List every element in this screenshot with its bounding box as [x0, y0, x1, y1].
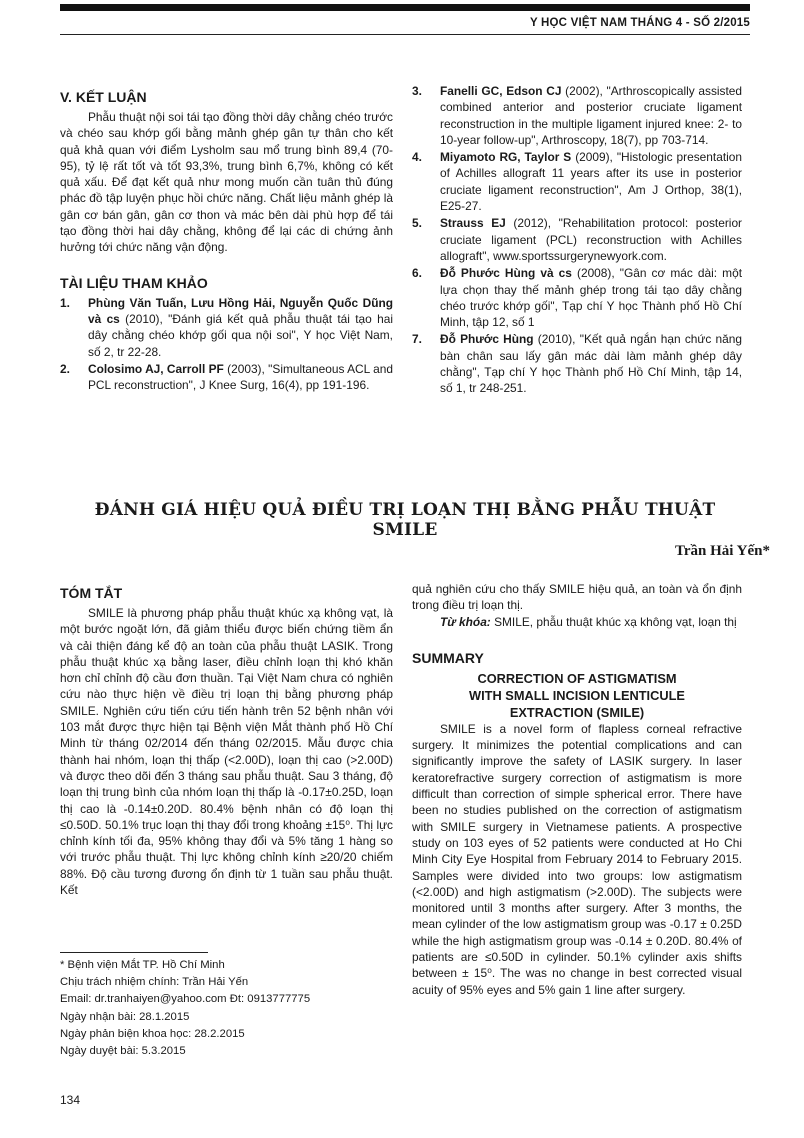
right-column-top — [412, 83, 742, 398]
reference-number: 3. — [412, 84, 422, 98]
reference-details: (2003), "Simultaneous ACL and PCL reconstruction", J Knee Surg, 16(4), pp 191-196. — [88, 361, 393, 393]
summary-title-line: WITH SMALL INCISION LENTICULE — [469, 687, 685, 703]
reference-authors: Đỗ Phước Hùng — [440, 332, 534, 347]
journal-header: Y HỌC VIỆT NAM THÁNG 4 - SỐ 2/2015 — [529, 17, 750, 29]
reference-item — [412, 331, 742, 396]
reference-details: (2008), "Gân cơ mác dài: một lựa chọn thay thế mảnh ghép trong tái tạo dây chằng chéo trước khớp gối", Tạp chí Y học Thành phố Hồ Chí Minh, tập 12, số 1 — [440, 266, 742, 330]
summary-title-line: CORRECTION OF ASTIGMATISM — [477, 670, 677, 686]
right-column-summary — [412, 581, 742, 998]
reference-item — [412, 265, 742, 330]
references-list-left — [60, 295, 393, 394]
reference-item — [412, 83, 742, 148]
reference-number: 2. — [60, 361, 70, 376]
left-column-abstract — [60, 584, 393, 898]
keywords-label: Từ khóa: — [440, 614, 491, 629]
footnote-line: * Bệnh viện Mắt TP. Hồ Chí Minh — [60, 959, 225, 971]
summary-text: SMILE is a novel form of flapless corneal refractive surgery. It minimizes the potential complications and can significantly improve the safety of LASIK surgery. In laser keratorefractive surgery correction of astigmatism is more difficult than correction of simple spherical error. There have been no studies published on the correction of astigmatism with SMILE surgery in Vietnamese patients. A prospective study on 103 eyes of 52 patients were conducted at Ho Chi Minh City Eye Hospital from February 2014 to February 2015. Samples were divided into two groups: low astigmatism (<2.00D) and high astigmatism (>2.00D). The subjects were monitored until 3 months after surgery. After 3 months, the mean cylinder of the low astigmatism group was -0.17 ± 0.25D while the high astigmatism group was -0.14 ± 0.20D. 80.4% of patients are ≤0.50D in cylinder. 50.1% cylinder axis shifts between ± 15⁰. The was no change in best corrected visual acuity of 95% eyes and 5% gain 1 line after surgery. — [412, 721, 742, 997]
keywords-text: SMILE, phẫu thuật khúc xạ không vạt, loạn thị — [490, 614, 737, 629]
reference-number: 6. — [412, 266, 422, 281]
reference-details: (2010), "Đánh giá kết quả phẫu thuật tái tạo hai dây chằng chéo khớp gối qua nội soi", Y học Việt Nam, số 2, tr 22-28. — [88, 311, 393, 359]
footnote-line: Chịu trách nhiệm chính: Trần Hải Yến — [60, 976, 249, 989]
reference-authors: Phùng Văn Tuấn, Lưu Hồng Hải, Nguyễn Quốc Dũng và cs — [88, 295, 393, 326]
footnote — [60, 957, 393, 1060]
reference-details: (2002), "Arthroscopically assisted combined anterior and posterior cruciate ligament reconstruction in the multiple ligament injured knee: 2- to 10-year follow-up", Arthroscopy, 18(7), pp 703-714. — [440, 84, 743, 147]
reference-authors: Đỗ Phước Hùng và cs — [440, 266, 572, 281]
footnote-line: Email: dr.tranhaiyen@yahoo.com Đt: 0913777775 — [60, 993, 311, 1006]
reference-number: 7. — [412, 332, 422, 347]
article-title: ĐÁNH GIÁ HIỆU QUẢ ĐIỀU TRỊ LOẠN THỊ BẰNG PHẪU THUẬT SMILE — [94, 500, 716, 540]
reference-authors: Miyamoto RG, Taylor S — [440, 150, 572, 165]
page-number: 134 — [60, 1093, 81, 1107]
header-rule — [60, 34, 750, 35]
reference-authors: Colosimo AJ, Carroll PF — [88, 361, 224, 376]
footnote-line: Ngày nhận bài: 28.1.2015 — [60, 1010, 190, 1023]
reference-authors: Fanelli GC, Edson CJ — [440, 84, 562, 98]
reference-item — [412, 215, 742, 264]
reference-details: (2009), "Histologic presentation of Achilles allograft 11 years after its use in posterior cruciate ligament reconstruction", Am J Orthop, 38(1), E25-27. — [440, 150, 742, 214]
reference-item — [60, 295, 393, 360]
summary-heading: SUMMARY — [412, 649, 484, 666]
footnote-rule — [60, 952, 208, 953]
article-author: Trần Hải Yến* — [674, 543, 770, 559]
footnote-line: Ngày phản biện khoa học: 28.2.2015 — [60, 1027, 245, 1040]
summary-title-line: EXTRACTION (SMILE) — [509, 704, 645, 720]
reference-item — [60, 361, 393, 394]
header-bar — [60, 4, 750, 11]
conclusion-text: Phẫu thuật nội soi tái tạo đồng thời dây chằng chéo trước và chéo sau khớp gối bằng mảnh ghép gân tự thân cho kết quả khả quan với điểm Lysholm sau mổ trung bình 89,4 (70-95), tỷ lệ rất tốt và tốt 93,3%, trung bình 6,7%, không có kết quả xấu. Để đạt kết quả như mong muốn cần tuân thủ đúng phác đồ tập luyện phục hồi chức năng. Chất liệu mảnh ghép là gân cơ bán gân, gân cơ thon và mác bên dài phù hợp để tái tạo đồng thời hai dây chằng, không để lại các di chứng ảnh hưởng tới chức năng vận động. — [60, 110, 393, 255]
conclusion-heading: V. KẾT LUẬN — [60, 89, 147, 105]
abstract-continued: quả nghiên cứu cho thấy SMILE hiệu quả, an toàn và ổn định trong điều trị loạn thị. — [412, 582, 742, 613]
reference-authors: Strauss EJ — [440, 216, 506, 231]
reference-details: (2010), "Kết quả ngắn hạn chức năng bàn chân sau lấy gân mác dài làm mảnh ghép dây chằng", Tạp chí Y học Thành phố Hồ Chí Minh, tập 14, số 1, tr 248-251. — [440, 332, 742, 396]
reference-number: 1. — [60, 295, 70, 310]
reference-number: 5. — [412, 216, 422, 231]
abstract-text: SMILE là phương pháp phẫu thuật khúc xạ không vạt, là một bước ngoặt lớn, đã giảm thiểu được biến chứng tiềm ẩn và cải thiện đáng kể độ an toàn của phẫu thuật LASIK. Trong phẫu thuật khúc xạ bằng laser, điều chỉnh loạn thị khó khăn hơn chỉ chỉnh độ cầu đơn thuần. Tại Việt Nam chưa có nghiên cứu nào thực hiện về điều trị loạn thị bằng phương pháp SMILE. Nghiên cứu tiến cứu tiến hành trên 52 bệnh nhân với 103 mắt được thực hiện tại Bệnh viện Mắt thành phố Hồ Chí Minh từ tháng 02/2014 đến tháng 02/2015. Mẫu được chia thành hai nhóm, loạn thị thấp (<2.00D), loạn thị cao (>2.00D) và được theo dõi đến 3 tháng sau phẫu thuật. Sau 3 tháng, độ loạn thị trung bình của nhóm loạn thị thấp là -0.17±0.25D, loạn thị cao là -0.14±0.20D. 80.4% bệnh nhân có độ loạn thị ≤0.50D. 50.1% trục loạn thị thay đổi trong khoảng ±15⁰. Thị lực chỉnh kính tối đa, 95% không thay đổi và 5% tăng 1 hàng so với trước phẫu thuật. Thị lực không chỉnh kính ≥20/20 chiếm 88%. Độ cầu tương đương ổn định từ 1 tuần sau phẫu thuật. Kết — [60, 606, 393, 898]
references-list-right — [412, 83, 742, 397]
summary-title — [412, 670, 742, 721]
references-heading: TÀI LIỆU THAM KHẢO — [60, 274, 208, 291]
reference-details: (2012), "Rehabilitation protocol: posterior cruciate ligament (PCL) reconstruction with Achilles allograft", www.sportssurgerynewyork.com. — [440, 216, 743, 263]
reference-item — [412, 149, 742, 214]
reference-number: 4. — [412, 150, 422, 165]
left-column-top — [60, 88, 393, 394]
abstract-heading: TÓM TẮT — [60, 585, 123, 601]
keywords — [412, 614, 742, 630]
footnote-line: Ngày duyệt bài: 5.3.2015 — [60, 1045, 186, 1058]
